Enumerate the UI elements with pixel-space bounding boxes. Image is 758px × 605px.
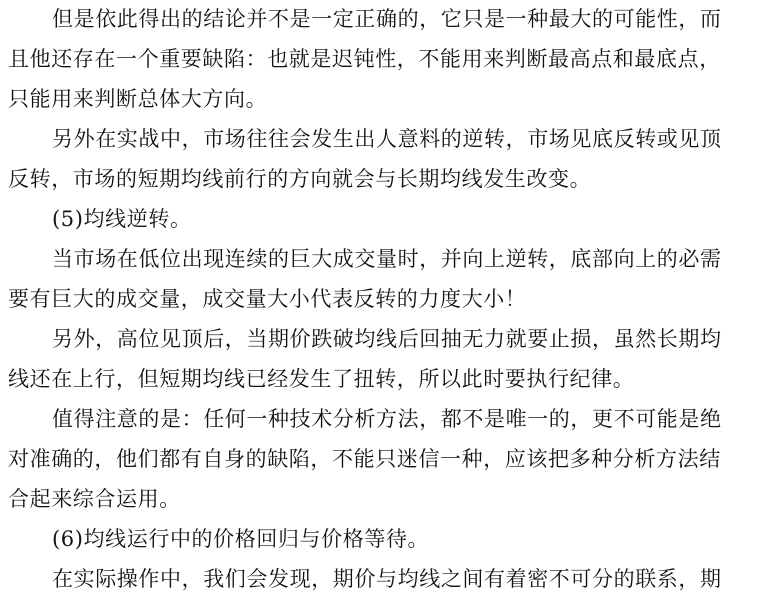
text-line: 要有巨大的成交量，成交量大小代表反转的力度大小！ — [8, 287, 527, 311]
text-line: 另外，高位见顶后，当期价跌破均线后回抽无力就要止损，虽然长期均 — [52, 327, 722, 351]
text-line: 另外在实战中，市场往往会发生出人意料的逆转，市场见底反转或见顶 — [52, 127, 722, 151]
section-heading: (5)均线逆转。 — [52, 207, 192, 231]
text-line: 值得注意的是：任何一种技术分析方法，都不是唯一的，更不可能是绝 — [52, 407, 722, 431]
text-line: 线还在上行，但短期均线已经发生了扭转，所以此时要执行纪律。 — [8, 367, 635, 391]
text-line: 对准确的，他们都有自身的缺陷，不能只迷信一种，应该把多种分析方法结 — [8, 447, 721, 471]
text-line: 但是依此得出的结论并不是一定正确的，它只是一种最大的可能性，而 — [52, 7, 722, 31]
text-line: 合起来综合运用。 — [8, 487, 181, 511]
section-heading: (6)均线运行中的价格回归与价格等待。 — [52, 527, 430, 551]
text-line: 反转，市场的短期均线前行的方向就会与长期均线发生改变。 — [8, 167, 592, 191]
text-line: 且他还存在一个重要缺陷：也就是迟钝性，不能用来判断最高点和最底点， — [8, 47, 721, 71]
text-line: 当市场在低位出现连续的巨大成交量时，并向上逆转，底部向上的必需 — [52, 247, 722, 271]
text-line: 在实际操作中，我们会发现，期价与均线之间有着密不可分的联系，期 — [52, 567, 722, 591]
text-line: 只能用来判断总体大方向。 — [8, 87, 268, 111]
